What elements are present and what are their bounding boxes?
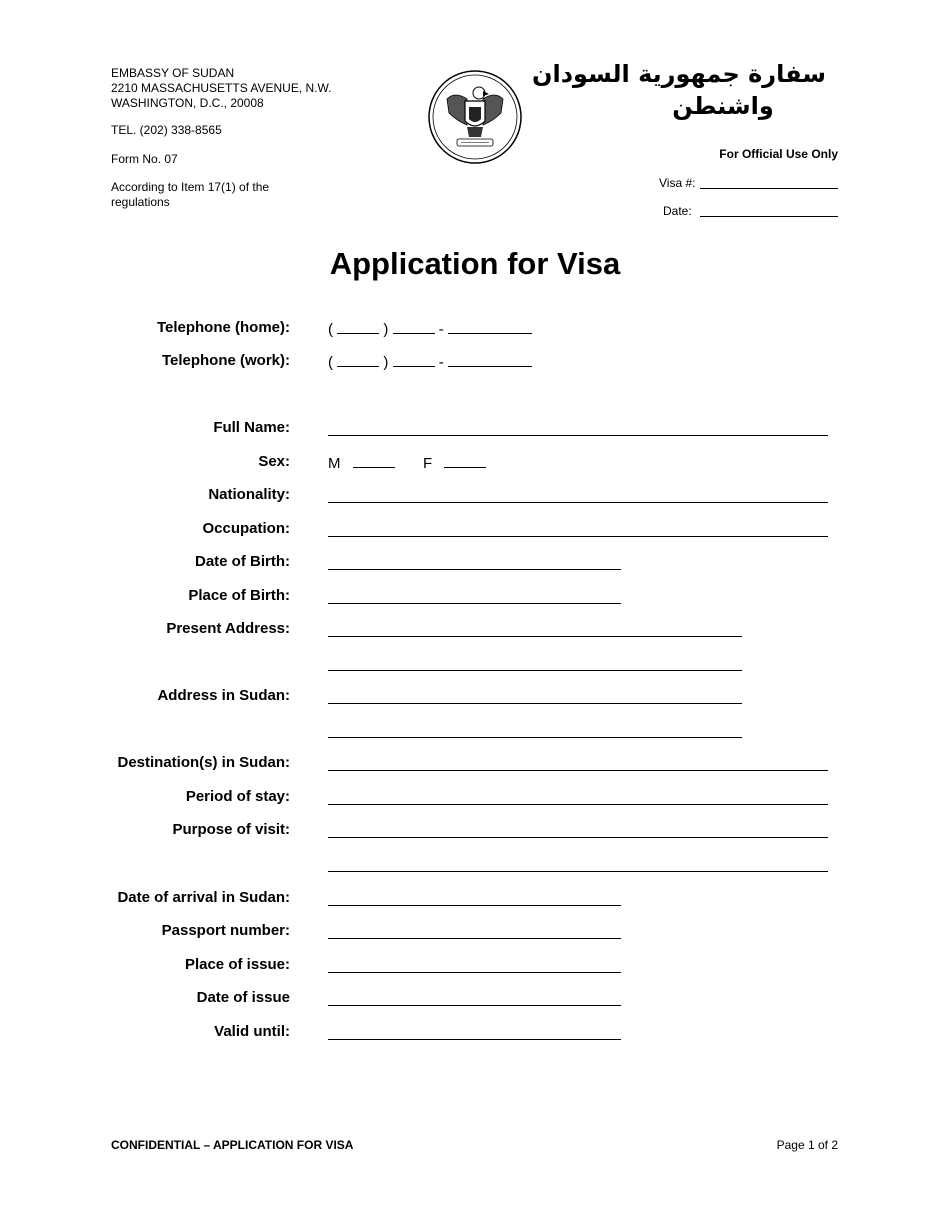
close-paren: ) <box>383 354 389 371</box>
footer-confidential: CONFIDENTIAL – APPLICATION FOR VISA <box>111 1138 354 1152</box>
telephone-work-field[interactable] <box>328 352 532 371</box>
arabic-embassy-name: سفارة جمهورية السودان <box>532 60 826 88</box>
sex-male-blank[interactable] <box>353 453 395 468</box>
present-address-label: Present Address: <box>166 620 290 637</box>
nationality-field[interactable] <box>328 502 828 503</box>
sex-female-label: F <box>423 455 433 472</box>
nationality-label: Nationality: <box>208 486 290 503</box>
prefix-blank[interactable] <box>393 352 435 367</box>
telephone-work-label: Telephone (work): <box>161 352 290 369</box>
address-line-3: WASHINGTON, D.C., 20008 <box>111 96 264 110</box>
official-date-row <box>663 204 692 218</box>
close-paren: ) <box>383 321 389 338</box>
period-of-stay-field[interactable] <box>328 804 828 805</box>
purpose-of-visit-label: Purpose of visit: <box>172 821 290 838</box>
date-of-birth-label: Date of Birth: <box>195 553 290 570</box>
address-line-2: 2210 MASSACHUSETTS AVENUE, N.W. <box>111 81 332 95</box>
place-of-issue-field[interactable] <box>328 972 621 973</box>
regulation-line-1: According to Item 17(1) of the <box>111 180 270 194</box>
present-address-field-2[interactable] <box>328 670 742 671</box>
occupation-field[interactable] <box>328 536 828 537</box>
address-in-sudan-field-1[interactable] <box>328 703 742 704</box>
embassy-address <box>111 66 332 111</box>
purpose-of-visit-field-2[interactable] <box>328 871 828 872</box>
official-date-field[interactable] <box>700 216 838 217</box>
place-of-birth-field[interactable] <box>328 603 621 604</box>
address-in-sudan-label: Address in Sudan: <box>157 687 290 704</box>
address-in-sudan-field-2[interactable] <box>328 737 742 738</box>
form-number: Form No. 07 <box>111 152 178 166</box>
date-of-arrival-label: Date of arrival in Sudan: <box>117 889 290 906</box>
official-date-label: Date: <box>663 204 692 218</box>
footer-page-number: Page 1 of 2 <box>776 1138 838 1152</box>
sex-male-label: M <box>328 455 341 472</box>
purpose-of-visit-field-1[interactable] <box>328 837 828 838</box>
full-name-field[interactable] <box>328 435 828 436</box>
regulation-note <box>111 180 269 210</box>
line-number-blank[interactable] <box>448 352 532 367</box>
area-code-blank[interactable] <box>337 352 379 367</box>
official-use-heading: For Official Use Only <box>719 147 838 161</box>
dash: - <box>438 321 444 338</box>
valid-until-label: Valid until: <box>214 1023 290 1040</box>
embassy-telephone: TEL. (202) 338-8565 <box>111 123 222 137</box>
present-address-field-1[interactable] <box>328 636 742 637</box>
telephone-home-label: Telephone (home): <box>156 319 290 336</box>
place-of-issue-label: Place of issue: <box>184 956 290 973</box>
date-of-issue-label: Date of issue <box>196 989 290 1006</box>
area-code-blank[interactable] <box>337 319 379 334</box>
date-of-issue-field[interactable] <box>328 1005 621 1006</box>
destinations-field[interactable] <box>328 770 828 771</box>
open-paren: ( <box>328 354 333 371</box>
full-name-label: Full Name: <box>213 419 290 436</box>
sudan-seal-icon <box>427 69 523 165</box>
regulation-line-2: regulations <box>111 195 170 209</box>
prefix-blank[interactable] <box>393 319 435 334</box>
date-of-birth-field[interactable] <box>328 569 621 570</box>
arabic-city-name: واشنطن <box>672 92 774 120</box>
line-number-blank[interactable] <box>448 319 532 334</box>
valid-until-field[interactable] <box>328 1039 621 1040</box>
passport-number-label: Passport number: <box>161 922 290 939</box>
visa-number-row <box>659 176 695 190</box>
passport-number-field[interactable] <box>328 938 621 939</box>
sex-label: Sex: <box>258 453 290 470</box>
page-title: Application for Visa <box>329 246 621 281</box>
sex-female-blank[interactable] <box>444 453 486 468</box>
visa-number-label: Visa #: <box>659 176 696 190</box>
sex-field <box>328 453 486 472</box>
address-line-1: EMBASSY OF SUDAN <box>111 66 235 80</box>
period-of-stay-label: Period of stay: <box>185 788 290 805</box>
telephone-home-field[interactable] <box>328 319 532 338</box>
destinations-label: Destination(s) in Sudan: <box>117 754 290 771</box>
open-paren: ( <box>328 321 333 338</box>
date-of-arrival-field[interactable] <box>328 905 621 906</box>
dash: - <box>438 354 444 371</box>
place-of-birth-label: Place of Birth: <box>188 587 290 604</box>
visa-number-field[interactable] <box>700 188 838 189</box>
occupation-label: Occupation: <box>202 520 290 537</box>
